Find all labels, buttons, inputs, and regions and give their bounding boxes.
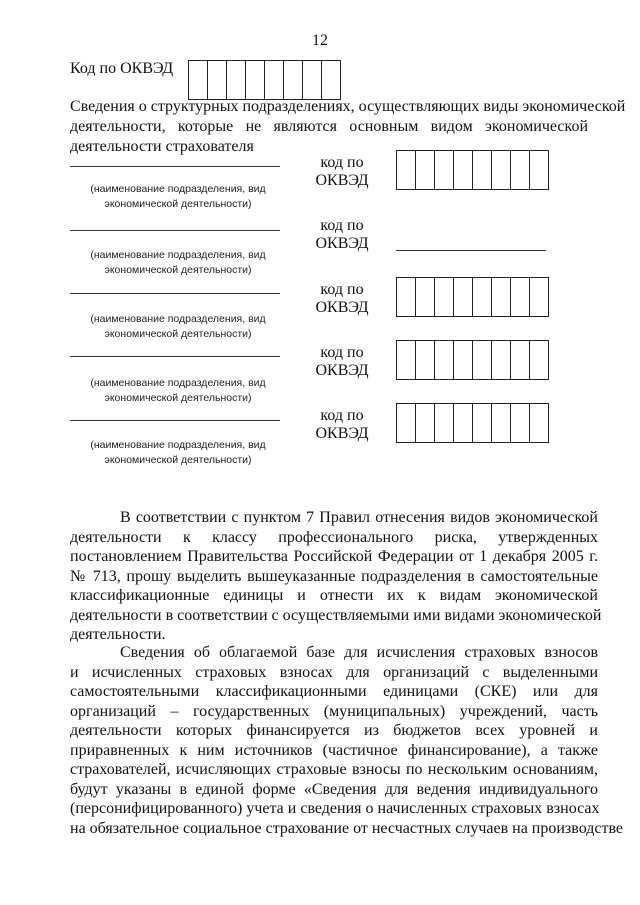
- subdivision-name-line[interactable]: [70, 166, 280, 167]
- okved-code-cells[interactable]: [188, 60, 341, 100]
- paragraph-line: деятельности которых финансируется из бюджетов всех уровней и: [70, 722, 598, 739]
- paragraph-line: деятельности в соответствии с осуществляемыми ими видами экономической: [70, 606, 602, 624]
- request-paragraph: [70, 508, 602, 645]
- subdivision-name-line[interactable]: [70, 230, 280, 231]
- paragraph-line: Сведения об облагаемой базе для исчисления страховых взносов: [120, 644, 598, 661]
- subdivision-caption: (наименование подразделения, вид экономической деятельности): [90, 313, 266, 340]
- paragraph-line: приравненных к ним источников (частичное финансирование), а также: [70, 741, 598, 759]
- intro-line: деятельности страхователя: [70, 138, 254, 155]
- subdivision-name-line[interactable]: [70, 293, 280, 294]
- subdivision-name-line[interactable]: [70, 420, 280, 421]
- subdivision-caption: (наименование подразделения, вид экономической деятельности): [90, 249, 266, 276]
- subdivision-caption: (наименование подразделения, вид экономической деятельности): [90, 183, 266, 210]
- paragraph-line: деятельности.: [70, 626, 166, 643]
- paragraph-line: № 713, прошу выделить вышеуказанные подразделения в самостоятельные: [70, 567, 598, 585]
- okved-code-label: код по ОКВЭД: [315, 407, 369, 442]
- paragraph-line: на обязательное социальное страхование от несчастных случаев на производстве: [70, 819, 624, 837]
- paragraph-line: В соответствии с пунктом 7 Правил отнесения видов экономической: [120, 509, 598, 526]
- subdivision-okved-cells[interactable]: [396, 403, 549, 443]
- okved-code-label: код по ОКВЭД: [315, 281, 369, 316]
- subdivision-caption: (наименование подразделения, вид экономической деятельности): [90, 439, 266, 466]
- page-number: 12: [312, 32, 328, 49]
- subdivision-okved-line[interactable]: [396, 250, 546, 251]
- subdivision-okved-cells[interactable]: [396, 340, 549, 380]
- paragraph-line: деятельности к классу профессионального риска, утвержденных: [70, 528, 598, 546]
- paragraph-line: классификационные единицы и отнести их к видам экономической: [70, 587, 598, 604]
- paragraph-line: и исчисленных страховых взносах для организаций с выделенными: [70, 663, 598, 681]
- paragraph-line: будут указаны в единой форме «Сведения для ведения индивидуального: [70, 780, 598, 798]
- okved-code-label: код по ОКВЭД: [315, 154, 369, 189]
- subdivision-name-line[interactable]: [70, 356, 280, 357]
- paragraph-line: (персонифицированного) учета и сведения о начисленных страховых взносах: [70, 800, 600, 817]
- paragraph-line: страхователей, исчисляющих страховые взносы по нескольким основаниям,: [70, 761, 598, 778]
- subdivisions-intro: [70, 97, 626, 157]
- subdivision-okved-cells[interactable]: [396, 150, 549, 190]
- okved-code-label: код по ОКВЭД: [315, 217, 369, 252]
- paragraph-line: организаций – государственных (муниципальных) учреждений, часть: [70, 702, 598, 720]
- okved-label: Код по ОКВЭД: [70, 60, 174, 77]
- paragraph-line: постановлением Правительства Российской Федерации от 1 декабря 2005 г.: [70, 548, 598, 565]
- paragraph-line: самостоятельными классификационными единицами (СКЕ) или для: [70, 683, 598, 700]
- okved-code-label: код по ОКВЭД: [315, 344, 369, 379]
- intro-line: Сведения о структурных подразделениях, осуществляющих виды экономической: [70, 98, 626, 115]
- tax-base-paragraph: [70, 643, 624, 838]
- subdivision-okved-cells[interactable]: [396, 277, 549, 317]
- intro-line: деятельности, которые не являются основным видом экономической: [70, 118, 588, 135]
- subdivision-caption: (наименование подразделения, вид экономической деятельности): [90, 377, 266, 404]
